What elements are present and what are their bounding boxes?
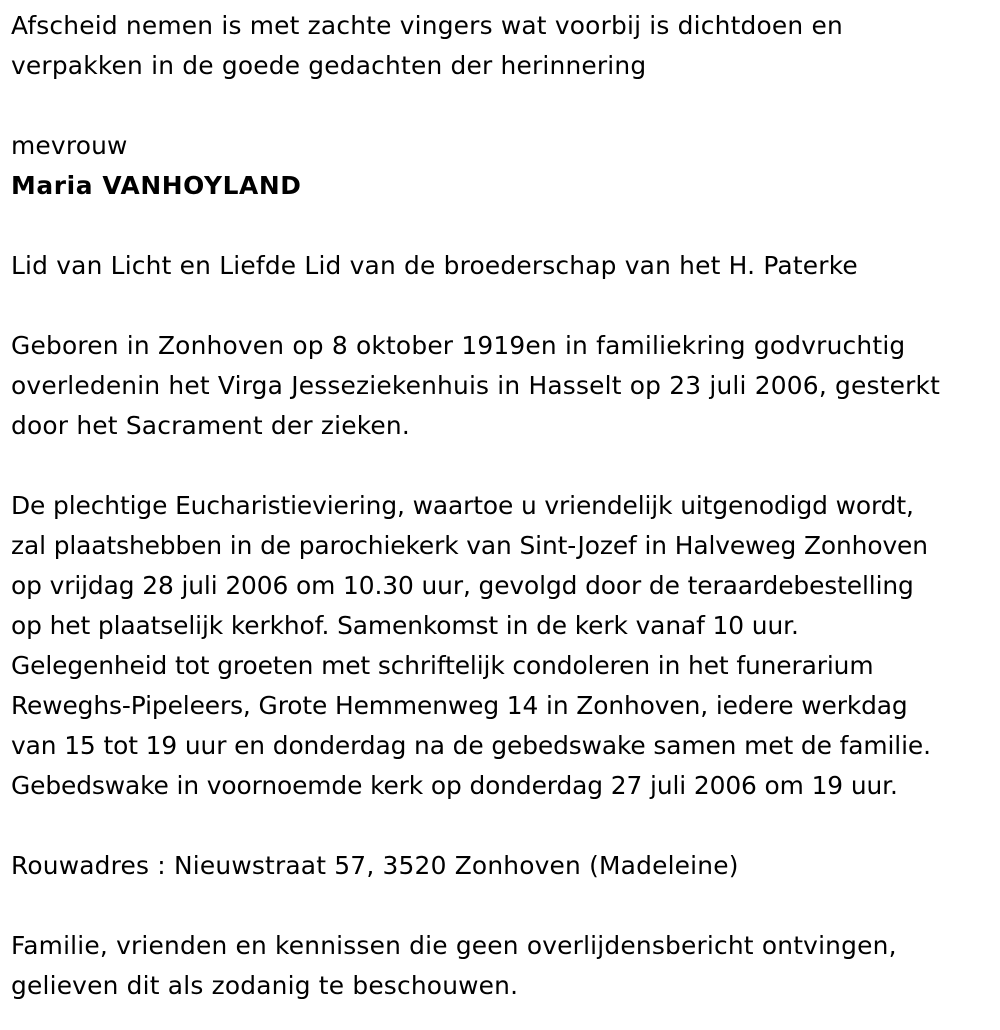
membership-line: Lid van Licht en Liefde Lid van de broederschap van het H. Paterke [11,251,858,280]
address-line: Rouwadres : Nieuwstraat 57, 3520 Zonhoven (Madeleine) [11,851,739,880]
ceremony-line: De plechtige Eucharistieviering, waartoe u vriendelijk uitgenodigd wordt, [11,491,914,520]
ceremony-line: Reweghs-Pipeleers, Grote Hemmenweg 14 in Zonhoven, iedere werkdag [11,691,908,720]
ceremony-line: op het plaatselijk kerkhof. Samenkomst in de kerk vanaf 10 uur. [11,611,799,640]
spacer [11,286,996,326]
ceremony-line: zal plaatshebben in de parochiekerk van Sint-Jozef in Halveweg Zonhoven [11,531,928,560]
quote-paragraph [11,6,996,86]
ceremony-line: Gelegenheid tot groeten met schriftelijk condoleren in het funerarium [11,651,874,680]
ceremony-paragraph [11,486,996,806]
quote-line: verpakken in de goede gedachten der herinnering [11,51,647,80]
spacer [11,886,996,926]
ceremony-line: Gebedswake in voornoemde kerk op donderdag 27 juli 2006 om 19 uur. [11,771,898,800]
spacer [11,206,996,246]
birth-death-line: Geboren in Zonhoven op 8 oktober 1919en in familiekring godvruchtig [11,331,906,360]
birth-death-paragraph [11,326,996,446]
deceased-name: Maria VANHOYLAND [11,171,302,200]
spacer [11,446,996,486]
birth-death-line: overledenin het Virga Jesseziekenhuis in Hasselt op 23 juli 2006, gesterkt [11,371,941,400]
quote-line: Afscheid nemen is met zachte vingers wat voorbij is dichtdoen en [11,11,843,40]
honorific: mevrouw [11,131,128,160]
ceremony-line: op vrijdag 28 juli 2006 om 10.30 uur, gevolgd door de teraardebestelling [11,571,914,600]
spacer [11,806,996,846]
birth-death-line: door het Sacrament der zieken. [11,411,410,440]
closing-line: Familie, vrienden en kennissen die geen overlijdensbericht ontvingen, [11,931,897,960]
spacer [11,86,996,126]
ceremony-line: van 15 tot 19 uur en donderdag na de gebedswake samen met de familie. [11,731,931,760]
closing-paragraph [11,926,996,1006]
death-notice [11,6,996,1006]
closing-line: gelieven dit als zodanig te beschouwen. [11,971,519,1000]
